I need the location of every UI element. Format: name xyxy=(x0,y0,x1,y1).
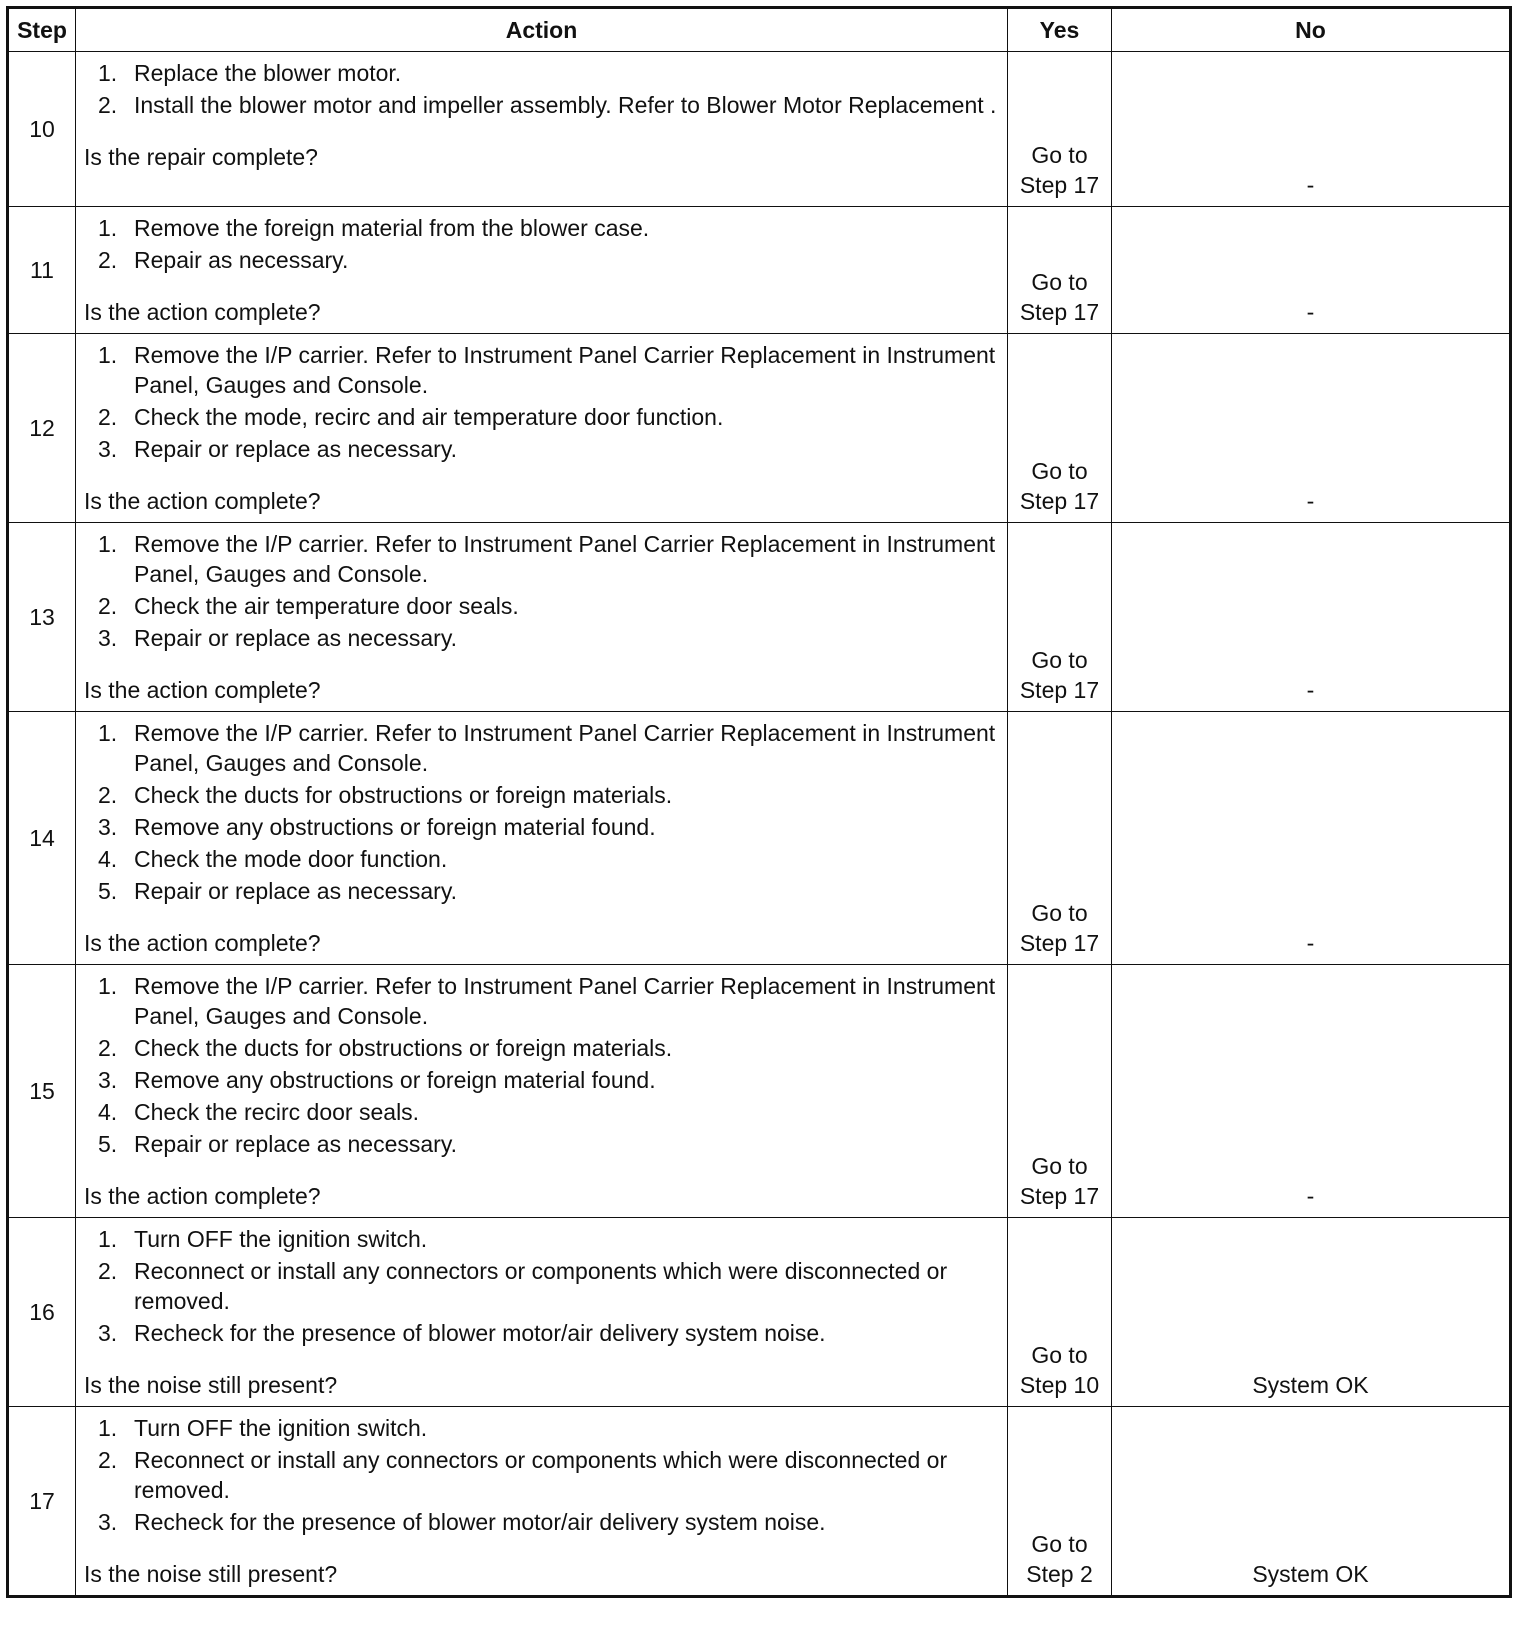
table-row xyxy=(8,334,1511,523)
yes-go-to-text: Go to xyxy=(1031,1342,1088,1368)
list-item xyxy=(84,340,999,400)
table-row xyxy=(8,523,1511,712)
list-item-text: Check the recirc door seals. xyxy=(134,1099,420,1125)
list-item xyxy=(84,1033,999,1063)
action-list xyxy=(84,340,999,464)
list-item-number: 1. xyxy=(98,1415,118,1441)
table-row xyxy=(8,1218,1511,1407)
list-item-text: Remove the foreign material from the blower case. xyxy=(134,215,650,241)
list-item xyxy=(84,434,999,464)
question-text: Is the action complete? xyxy=(84,1183,321,1209)
yes-go-to-text: Go to xyxy=(1031,1153,1088,1179)
list-item-text: Repair or replace as necessary. xyxy=(134,878,457,904)
question-text: Is the action complete? xyxy=(84,930,321,956)
table-row xyxy=(8,712,1511,965)
list-item-text: Repair or replace as necessary. xyxy=(134,625,457,651)
yes-step-ref: Step 17 xyxy=(1019,299,1100,325)
list-item-text: Check the mode, recirc and air temperature door function. xyxy=(134,404,724,430)
yes-cell xyxy=(1008,712,1112,965)
list-item xyxy=(84,1256,999,1316)
list-item-number: 5. xyxy=(98,878,118,904)
yes-cell xyxy=(1008,965,1112,1218)
list-item-number: 4. xyxy=(98,846,118,872)
list-item-text: Remove the I/P carrier. Refer to Instrument Panel Carrier Replacement in Instrument Panel, Gauges and Console. xyxy=(134,531,996,587)
yes-step-ref: Step 17 xyxy=(1019,677,1100,703)
header-step: Step xyxy=(8,8,76,52)
list-item-text: Reconnect or install any connectors or components which were disconnected or removed. xyxy=(134,1258,948,1314)
action-cell xyxy=(76,1218,1008,1407)
list-item-number: 3. xyxy=(98,625,118,651)
list-item xyxy=(84,1065,999,1095)
diagnostic-table-wrapper xyxy=(6,6,1512,1598)
header-row xyxy=(8,8,1511,52)
list-item-number: 2. xyxy=(98,92,118,118)
no-cell: - xyxy=(1112,965,1511,1218)
yes-go-to-text: Go to xyxy=(1031,900,1088,926)
yes-cell xyxy=(1008,334,1112,523)
list-item-text: Repair as necessary. xyxy=(134,247,349,273)
list-item-number: 2. xyxy=(98,1447,118,1473)
list-item xyxy=(84,812,999,842)
step-number: 16 xyxy=(8,1218,76,1407)
yes-go-to-text: Go to xyxy=(1031,458,1088,484)
yes-go-to-text: Go to xyxy=(1031,647,1088,673)
action-list xyxy=(84,58,999,120)
no-cell: System OK xyxy=(1112,1218,1511,1407)
yes-step-ref: Step 17 xyxy=(1019,172,1100,198)
step-number: 11 xyxy=(8,207,76,334)
list-item xyxy=(84,1445,999,1505)
list-item-text: Replace the blower motor. xyxy=(134,60,402,86)
table-row xyxy=(8,1407,1511,1597)
list-item-text: Check the ducts for obstructions or foreign materials. xyxy=(134,1035,673,1061)
header-action: Action xyxy=(76,8,1008,52)
list-item-number: 1. xyxy=(98,60,118,86)
yes-step-ref: Step 10 xyxy=(1019,1372,1100,1398)
list-item xyxy=(84,876,999,906)
list-item-number: 2. xyxy=(98,1035,118,1061)
yes-go-to-text: Go to xyxy=(1031,269,1088,295)
yes-step-ref: Step 17 xyxy=(1019,930,1100,956)
yes-step-ref: Step 17 xyxy=(1019,488,1100,514)
list-item xyxy=(84,213,999,243)
list-item xyxy=(84,245,999,275)
action-cell xyxy=(76,207,1008,334)
list-item-text: Remove the I/P carrier. Refer to Instrument Panel Carrier Replacement in Instrument Panel, Gauges and Console. xyxy=(134,973,996,1029)
list-item-text: Reconnect or install any connectors or components which were disconnected or removed. xyxy=(134,1447,948,1503)
list-item-text: Recheck for the presence of blower motor/air delivery system noise. xyxy=(134,1509,826,1535)
list-item xyxy=(84,1413,999,1443)
list-item-number: 2. xyxy=(98,404,118,430)
no-cell: System OK xyxy=(1112,1407,1511,1597)
step-number: 17 xyxy=(8,1407,76,1597)
table-row xyxy=(8,965,1511,1218)
action-cell xyxy=(76,52,1008,207)
list-item-number: 3. xyxy=(98,1509,118,1535)
list-item-text: Install the blower motor and impeller assembly. Refer to Blower Motor Replacement . xyxy=(134,92,997,118)
list-item-text: Repair or replace as necessary. xyxy=(134,1131,457,1157)
list-item xyxy=(84,1097,999,1127)
yes-cell xyxy=(1008,207,1112,334)
action-cell xyxy=(76,712,1008,965)
list-item-text: Remove the I/P carrier. Refer to Instrument Panel Carrier Replacement in Instrument Panel, Gauges and Console. xyxy=(134,720,996,776)
step-number: 15 xyxy=(8,965,76,1218)
list-item-text: Check the air temperature door seals. xyxy=(134,593,519,619)
step-number: 13 xyxy=(8,523,76,712)
header-yes: Yes xyxy=(1008,8,1112,52)
list-item-text: Remove any obstructions or foreign material found. xyxy=(134,814,656,840)
yes-cell xyxy=(1008,523,1112,712)
question-text: Is the action complete? xyxy=(84,299,321,325)
question-text: Is the action complete? xyxy=(84,677,321,703)
action-list xyxy=(84,529,999,653)
no-cell: - xyxy=(1112,712,1511,965)
list-item-number: 1. xyxy=(98,531,118,557)
action-cell xyxy=(76,523,1008,712)
list-item xyxy=(84,1318,999,1348)
list-item-text: Turn OFF the ignition switch. xyxy=(134,1415,428,1441)
header-no: No xyxy=(1112,8,1511,52)
list-item-number: 4. xyxy=(98,1099,118,1125)
list-item-text: Remove the I/P carrier. Refer to Instrument Panel Carrier Replacement in Instrument Panel, Gauges and Console. xyxy=(134,342,996,398)
question-text: Is the noise still present? xyxy=(84,1561,338,1587)
no-cell: - xyxy=(1112,523,1511,712)
list-item xyxy=(84,402,999,432)
yes-go-to-text: Go to xyxy=(1031,1531,1088,1557)
table-row xyxy=(8,52,1511,207)
diagnostic-table xyxy=(6,6,1512,1598)
list-item xyxy=(84,844,999,874)
action-list xyxy=(84,718,999,906)
list-item xyxy=(84,1507,999,1537)
list-item-number: 2. xyxy=(98,247,118,273)
list-item-number: 3. xyxy=(98,436,118,462)
list-item-text: Check the mode door function. xyxy=(134,846,448,872)
list-item-number: 3. xyxy=(98,1320,118,1346)
yes-step-ref: Step 17 xyxy=(1019,1183,1100,1209)
question-text: Is the repair complete? xyxy=(84,144,318,170)
list-item-number: 1. xyxy=(98,1226,118,1252)
list-item xyxy=(84,971,999,1031)
list-item-text: Remove any obstructions or foreign material found. xyxy=(134,1067,656,1093)
action-list xyxy=(84,1224,999,1348)
list-item xyxy=(84,623,999,653)
table-row xyxy=(8,207,1511,334)
no-cell: - xyxy=(1112,334,1511,523)
list-item-text: Check the ducts for obstructions or foreign materials. xyxy=(134,782,673,808)
action-list xyxy=(84,1413,999,1537)
list-item-text: Repair or replace as necessary. xyxy=(134,436,457,462)
list-item-number: 1. xyxy=(98,342,118,368)
list-item-number: 3. xyxy=(98,814,118,840)
list-item xyxy=(84,780,999,810)
list-item xyxy=(84,718,999,778)
list-item xyxy=(84,1129,999,1159)
table-body xyxy=(8,52,1511,1597)
yes-go-to-text: Go to xyxy=(1031,142,1088,168)
list-item xyxy=(84,58,999,88)
question-text: Is the noise still present? xyxy=(84,1372,338,1398)
list-item-number: 1. xyxy=(98,973,118,999)
list-item-number: 2. xyxy=(98,782,118,808)
action-cell xyxy=(76,334,1008,523)
no-cell: - xyxy=(1112,52,1511,207)
list-item-number: 3. xyxy=(98,1067,118,1093)
question-text: Is the action complete? xyxy=(84,488,321,514)
list-item xyxy=(84,90,999,120)
step-number: 12 xyxy=(8,334,76,523)
list-item-number: 2. xyxy=(98,1258,118,1284)
yes-cell xyxy=(1008,1218,1112,1407)
action-cell xyxy=(76,1407,1008,1597)
list-item xyxy=(84,1224,999,1254)
list-item xyxy=(84,591,999,621)
list-item-text: Turn OFF the ignition switch. xyxy=(134,1226,428,1252)
yes-step-ref: Step 2 xyxy=(1026,1561,1093,1587)
action-list xyxy=(84,971,999,1159)
list-item-number: 2. xyxy=(98,593,118,619)
list-item-number: 5. xyxy=(98,1131,118,1157)
action-cell xyxy=(76,965,1008,1218)
yes-cell xyxy=(1008,52,1112,207)
no-cell: - xyxy=(1112,207,1511,334)
yes-cell xyxy=(1008,1407,1112,1597)
action-list xyxy=(84,213,999,275)
list-item-number: 1. xyxy=(98,215,118,241)
list-item-number: 1. xyxy=(98,720,118,746)
list-item xyxy=(84,529,999,589)
list-item-text: Recheck for the presence of blower motor/air delivery system noise. xyxy=(134,1320,826,1346)
step-number: 10 xyxy=(8,52,76,207)
step-number: 14 xyxy=(8,712,76,965)
